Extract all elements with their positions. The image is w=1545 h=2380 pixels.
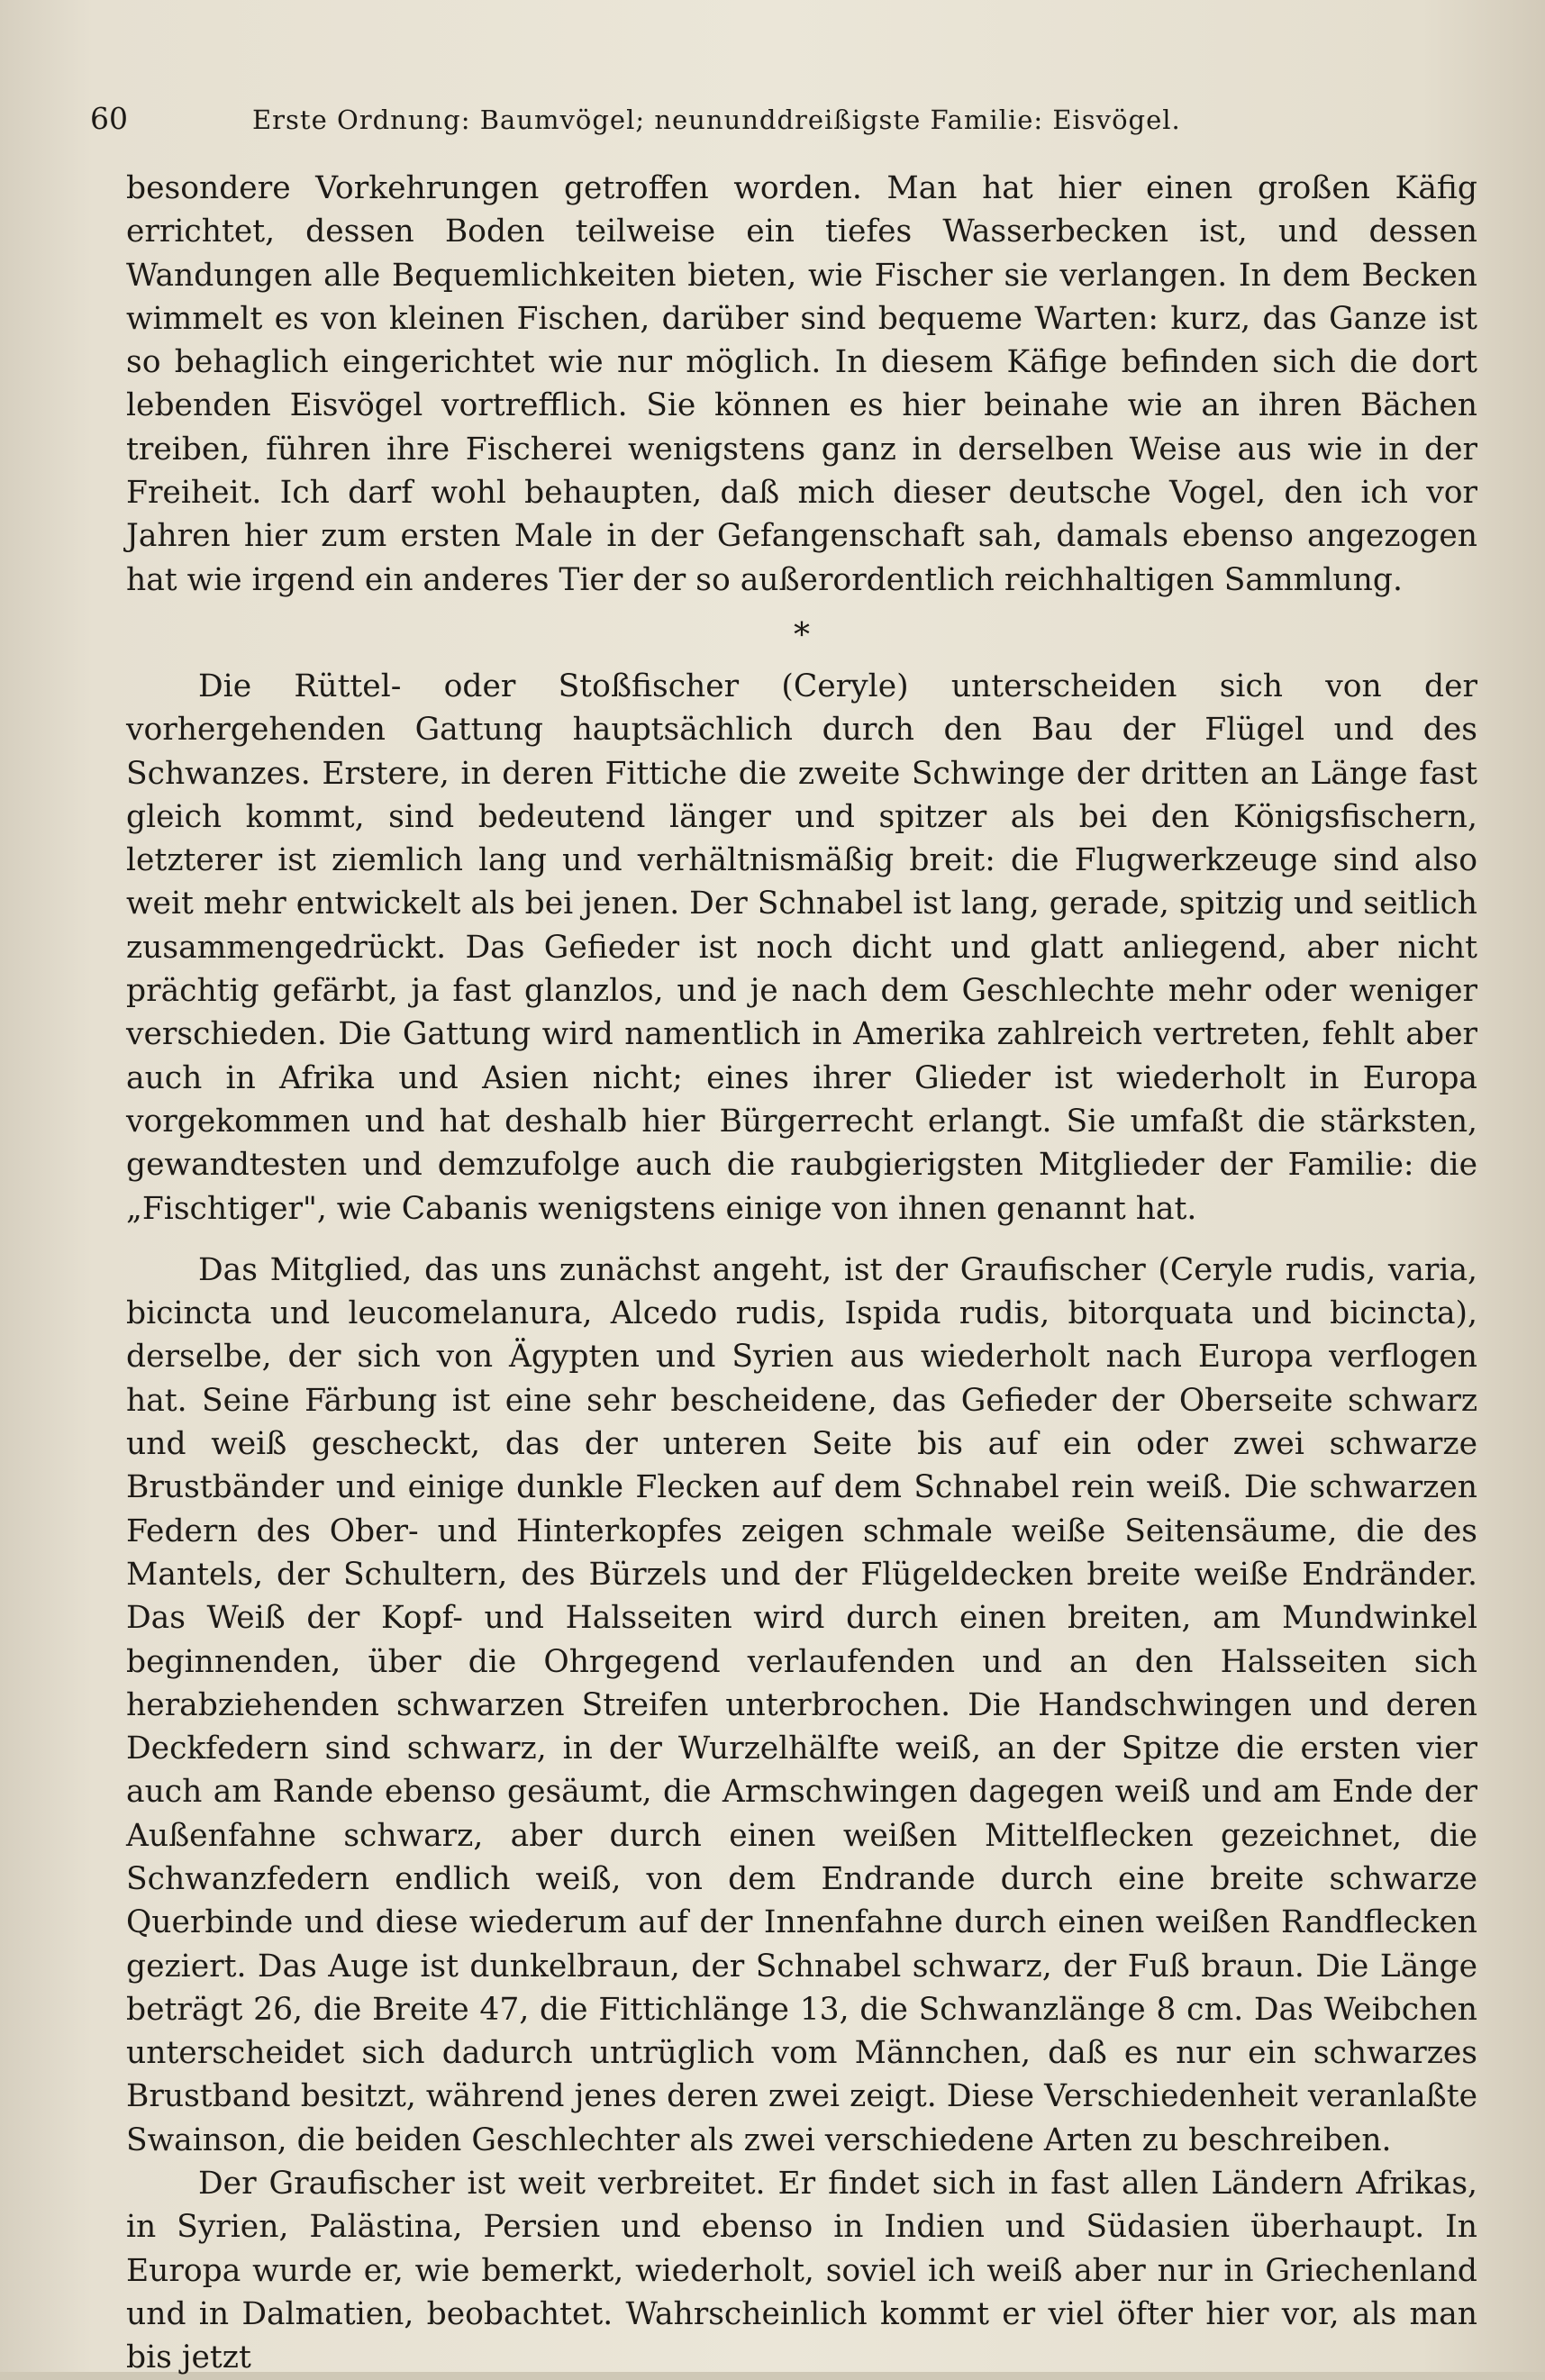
paragraph-3: Das Mitglied, das uns zunächst angeht, ist der Graufischer (Ceryle rudis, varia, bicincta und leucomelanura, Alcedo rudis, Ispida rudis, bitorquata und bicincta), derselbe, der sich von Ägypten und Syrien aus wiederholt nach Europa verflogen hat. Seine Färbung ist eine sehr bescheidene, das Gefieder der Oberseite schwarz und weiß gescheckt, das der unteren Seite bis auf ein oder zwei schwarze Brustbänder und einige dunkle Flecken auf dem Schnabel rein weiß. Die schwarzen Federn des Ober- und Hinterkopfes zeigen schmale weiße Seitensäume, die des Mantels, der Schultern, des Bürzels und der Flügeldecken breite weiße Endränder. Das Weiß der Kopf- und Halsseiten wird durch einen breiten, am Mundwinkel beginnenden, über die Ohrgegend verlaufenden und an den Halsseiten sich herabziehenden schwarzen Streifen unterbrochen. Die Handschwingen und deren Deckfedern sind schwarz, in der Wurzelhälfte weiß, an der Spitze die ersten vier auch am Rande ebenso gesäumt, die Armschwingen dagegen weiß und am Ende der Außenfahne schwarz, aber durch einen weißen Mittelflecken gezeichnet, die Schwanzfedern endlich weiß, von dem Endrande durch eine breite schwarze Querbinde und diese wiederum auf der Innenfahne durch einen weißen Randflecken geziert. Das Auge ist dunkelbraun, der Schnabel schwarz, der Fuß braun. Die Länge beträgt 26, die Breite 47, die Fittichlänge 13, die Schwanzlänge 8 cm. Das Weibchen unterscheidet sich dadurch untrüglich vom Männchen, daß es nur ein schwarzes Brustband besitzt, während jenes deren zwei zeigt. Diese Verschiedenheit veranlaßte Swainson, die beiden Geschlechter als zwei verschiedene Arten zu beschreiben. [126, 1251, 1477, 2158]
page-number: 60 [90, 101, 128, 136]
section-separator: * [794, 616, 810, 654]
page-body [126, 167, 1477, 2380]
running-head: Erste Ordnung: Baumvögel; neununddreißigste Familie: Eisvögel. [252, 104, 1181, 135]
paragraph-2: Die Rüttel- oder Stoßfischer (Ceryle) unterscheiden sich von der vorhergehenden Gattung hauptsächlich durch den Bau der Flügel und des Schwanzes. Erstere, in deren Fittiche die zweite Schwinge der dritten an Länge fast gleich kommt, sind bedeutend länger und spitzer als bei den Königsfischern, letzterer ist ziemlich lang und verhältnismäßig breit: die Flugwerkzeuge sind also weit mehr entwickelt als bei jenen. Der Schnabel ist lang, gerade, spitzig und seitlich zusammengedrückt. Das Gefieder ist noch dicht und glatt anliegend, aber nicht prächtig gefärbt, ja fast glanzlos, und je nach dem Geschlechte mehr oder weniger verschieden. Die Gattung wird namentlich in Amerika zahlreich vertreten, fehlt aber auch in Afrika und Asien nicht; eines ihrer Glieder ist wiederholt in Europa vorgekommen und hat deshalb hier Bürgerrecht erlangt. Sie umfaßt die stärksten, gewandtesten und demzufolge auch die raubgierigsten Mitglieder der Familie: die „Fischtiger", wie Cabanis wenigstens einige von ihnen genannt hat. [126, 668, 1477, 1227]
paragraph-4: Der Graufischer ist weit verbreitet. Er findet sich in fast allen Ländern Afrikas, in Syrien, Palästina, Persien und ebenso in Indien und Südasien überhaupt. In Europa wurde er, wie bemerkt, wiederholt, soviel ich weiß aber nur in Griechenland und in Dalmatien, beobachtet. Wahrscheinlich kommt er viel öfter hier vor, als man bis jetzt [126, 2166, 1477, 2376]
page-header [90, 101, 1459, 136]
paragraph-1: besondere Vorkehrungen getroffen worden. Man hat hier einen großen Käfig errichtet, dessen Boden teilweise ein tiefes Wasserbecken ist, und dessen Wandungen alle Bequemlichkeiten bieten, wie Fischer sie verlangen. In dem Becken wimmelt es von kleinen Fischen, darüber sind bequeme Warten: kurz, das Ganze ist so behaglich eingerichtet wie nur möglich. In diesem Käfige befinden sich die dort lebenden Eisvögel vortrefflich. Sie können es hier beinahe wie an ihren Bächen treiben, führen ihre Fischerei wenigstens ganz in derselben Weise aus wie in der Freiheit. Ich darf wohl behaupten, daß mich dieser deutsche Vogel, den ich vor Jahren hier zum ersten Male in der Gefangenschaft sah, damals ebenso angezogen hat wie irgend ein anderes Tier der so außerordentlich reichhaltigen Sammlung. [126, 170, 1477, 598]
